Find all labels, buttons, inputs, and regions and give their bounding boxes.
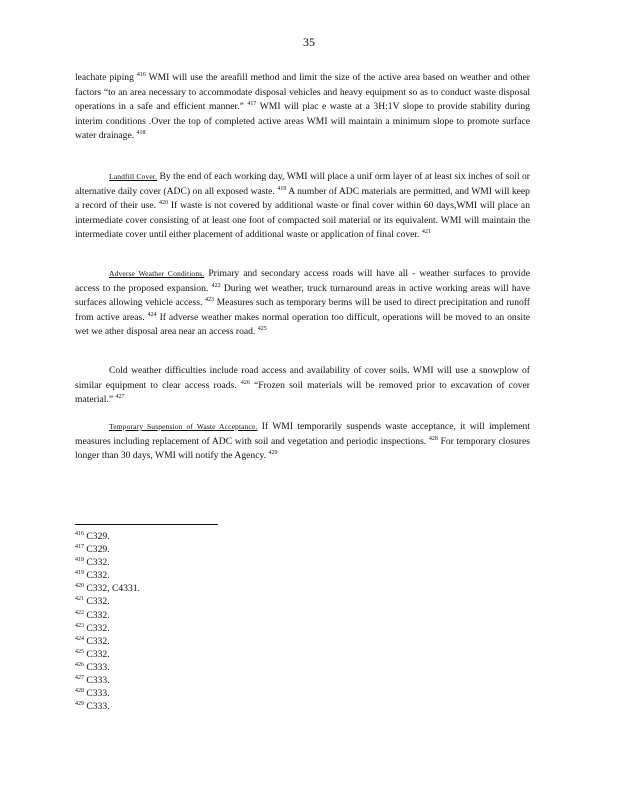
paragraph-temporary-suspension: [75, 420, 530, 464]
footnote: [75, 609, 275, 622]
footnote: [75, 622, 275, 635]
footnote-text: C332.: [86, 609, 110, 621]
section-heading-landfill-cover: Landfill Cover.: [109, 172, 157, 181]
paragraph-text: If WMI temporarily suspends waste acceptance, it will implement measures including replacement of ADC with soil and vegetation and periodic inspections.: [75, 421, 530, 447]
footnote-text: C332.: [86, 635, 110, 647]
footnote-ref: 419: [277, 185, 287, 192]
paragraph-text: A number of ADC materials are permitted, and WMI will keep a record of their use.: [75, 185, 530, 212]
paragraph-text: During wet weather, truck turnaround areas in active working areas will have surfaces allowing vehicle access.: [75, 282, 531, 309]
footnote-separator: [75, 524, 218, 525]
footnote-ref: 426: [240, 379, 250, 386]
footnote-ref: 425: [257, 326, 267, 333]
paragraph-text: For temporary closures longer than 30 days, WMI will notify the Agency.: [75, 435, 530, 462]
footnote-number: 418: [75, 557, 84, 564]
footnote-text: C332.: [86, 596, 110, 608]
paragraph-landfill-operations: [75, 71, 530, 144]
footnote: [75, 582, 275, 595]
footnote-text: C333.: [86, 688, 110, 700]
footnote-number: 423: [75, 622, 84, 629]
paragraph-text: Measures such as temporary berms will be used to direct precipitation and runoff from active areas.: [75, 297, 531, 323]
footnote-number: 416: [75, 531, 84, 537]
footnote-number: 426: [75, 661, 84, 668]
footnote: [75, 674, 275, 687]
footnote-number: 427: [75, 675, 84, 682]
footnote-number: 428: [75, 688, 84, 695]
footnote: [75, 635, 275, 648]
footnote-text: C332.: [86, 570, 110, 582]
footnote: [75, 648, 275, 661]
footnote-number: 422: [75, 609, 84, 616]
footnote-number: 421: [75, 596, 84, 603]
paragraph-landfill-cover: [75, 170, 530, 243]
footnote-number: 420: [75, 583, 84, 590]
footnote-text: C329.: [86, 544, 110, 556]
footnote: [75, 543, 275, 556]
paragraph-adverse-weather: [75, 267, 530, 340]
paragraph-text: Cold weather difficulties include road access and availability of cover soils. WMI will use a snowplow of similar equipment to clear access roads.: [75, 365, 530, 391]
footnote-ref: 427: [115, 394, 125, 401]
footnote: [75, 595, 275, 608]
footnote-ref: 429: [268, 450, 278, 457]
footnote-ref: 417: [247, 101, 257, 108]
footnote-ref: 416: [136, 72, 146, 78]
footnote-ref: 418: [136, 130, 146, 137]
footnote-ref: 423: [205, 297, 215, 304]
footnote-number: 419: [75, 570, 84, 577]
footnote-number: 425: [75, 648, 84, 655]
footnote-ref: 420: [158, 200, 168, 207]
footnote-ref: 424: [147, 311, 157, 318]
footnote-number: 429: [75, 701, 84, 708]
page-number: 35: [303, 35, 315, 49]
paragraph-cold-weather: [75, 364, 530, 408]
paragraph-text: leachate piping: [75, 72, 134, 83]
paragraph-text: If waste is not covered by additional waste or final cover within 60 days,WMI will place an intermediate cover consisting of at least one foot of compacted soil material or its equivalent. WMI will maintain the intermediate cover until either placement of additional waste or application of final cover.: [75, 200, 530, 241]
footnote-ref: 428: [428, 435, 438, 442]
footnote-text: C332.: [86, 557, 110, 569]
footnote-number: 417: [75, 544, 84, 551]
footnote-text: C332.: [86, 648, 110, 660]
footnote: [75, 569, 275, 582]
paragraph-text: By the end of each working day, WMI will place a unif orm layer of at least six inches of soil or alternative daily cover (ADC) on all exposed waste.: [75, 171, 530, 197]
paragraph-text: “Frozen soil materials will be removed prior to excavation of cover material.”: [75, 379, 530, 406]
footnote-text: C333.: [86, 701, 110, 713]
paragraph-text: Primary and secondary access roads will have all - weather surfaces to provide access to the proposed expansion.: [75, 268, 530, 294]
footnote: [75, 687, 275, 700]
footnote-text: C332, C4331.: [86, 583, 140, 595]
footnote-list: [75, 530, 275, 713]
footnote: [75, 661, 275, 674]
footnote-ref: 422: [211, 282, 221, 289]
footnote-text: C332.: [86, 622, 110, 634]
footnote-text: C329.: [86, 531, 110, 542]
footnote-text: C333.: [86, 661, 110, 673]
footnote-number: 424: [75, 635, 84, 642]
footnote: [75, 700, 275, 713]
paragraph-text: WMI will use the areafill method and limit the size of the active area based on weather and other factors “to an area necessary to accommodate disposal vehicles and heavy equipment so as to conduct waste disposal operations in a safe and efficient manner.”: [75, 72, 530, 113]
footnote-text: C333.: [86, 675, 110, 687]
footnote-ref: 421: [421, 229, 431, 236]
footnote: [75, 556, 275, 569]
paragraph-text: If adverse weather makes normal operation too difficult, operations will be moved to an onsite wet we ather disposal area near an access road.: [75, 311, 531, 338]
paragraph-text: WMI will plac e waste at a 3H:1V slope to provide stability during interim conditions .Over the top of completed active areas WMI will maintain a minimum slope to promote surface water drainage.: [75, 101, 530, 142]
section-heading-adverse-weather: Adverse Weather Conditions.: [109, 269, 205, 278]
footnote: [75, 530, 275, 543]
section-heading-temporary-suspension: Temporary Suspension of Waste Acceptance.: [109, 422, 258, 431]
